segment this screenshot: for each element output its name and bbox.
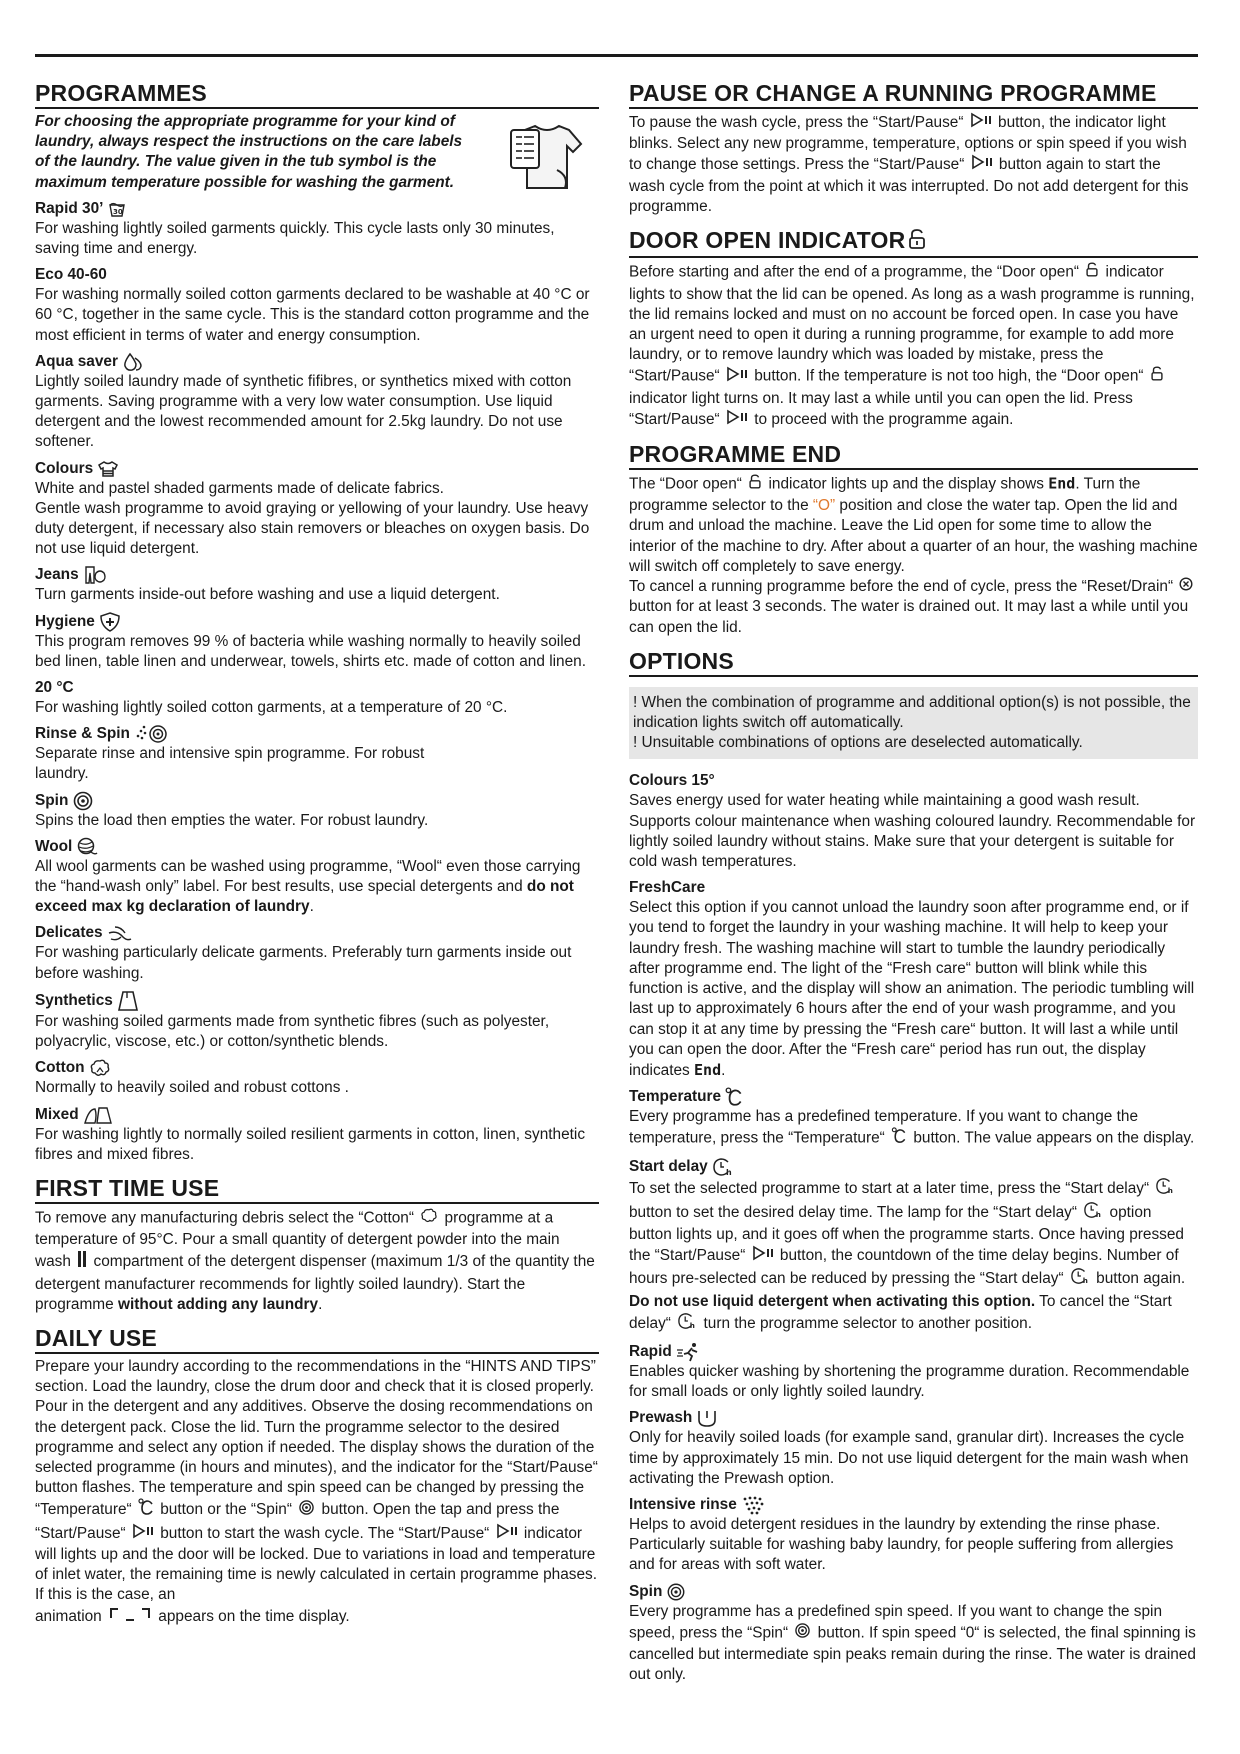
programme-jeans: Jeans	[35, 565, 599, 585]
delicates-icon	[107, 923, 133, 943]
programme-mixed-text: For washing lightly to normally soiled resilient garments in cotton, linen, synthetic fibres and mixed fibres.	[35, 1125, 586, 1163]
programme-end-text: The “Door open“ indicator lights up and the display shows End. Turn the programme selector to the “O” position and close the water tap. Open the lid and drum and unload the machine. Leave the Lid open for some time to allow the interior of the machine to dry. After about a quarter of an hour, the washing machine will switch off completely to save energy. To cancel a running programme before the end of cycle, press the “Reset/Drain“ button for at least 3 seconds. The water is drained out. It may last a while until you can open the lid.	[629, 474, 1198, 636]
programmes-intro-wrap	[35, 112, 599, 193]
programme-spin: Spin	[35, 791, 599, 811]
spin-icon	[666, 1582, 686, 1602]
start-delay-icon	[1070, 1267, 1090, 1291]
programme-synthetics-text: For washing soiled garments made from synthetic fibres (such as polyester, polyacrylic, viscose, etc.) or cotton/synthetic blends.	[35, 1012, 550, 1051]
programme-hygiene-text: This program removes 99 % of bacteria while washing normally to heavily soiled bed linen, table linen and underwear, towels, shirts etc. made of cotton and linen.	[35, 632, 586, 670]
programmes-intro: For choosing the appropriate programme for your kind of laundry, always respect the instructions on the care labels of the laundry. The value given in the tub symbol is the maximum temperature possible for washing the garment.	[35, 113, 463, 191]
first-time-use-text: To remove any manufacturing debris select the “Cotton“ programme at a temperature of 95°C. Pour a small quantity of detergent powder into the main wash compartment of the detergent dispenser (maximum 1/3 of the quantity the detergent manufacturer recommends for lightly soiled laundry). Start the programme without adding any laundry.	[35, 1207, 599, 1315]
options-note-box	[629, 687, 1198, 760]
intensive-rinse-icon	[741, 1495, 765, 1515]
programme-aqua-saver: Aqua saver	[35, 352, 599, 372]
programme-jeans-text: Turn garments inside-out before washing and use a liquid detergent.	[35, 586, 500, 604]
programme-aqua-saver-text: Lightly soiled laundry made of synthetic fifibres, or synthetics mixed with cotton garments. Saving programme with a very low water consumption. Use liquid detergent and the lowest recommended amount for 2.5kg laundry. Do not use softener.	[35, 372, 572, 451]
cotton-icon	[420, 1207, 438, 1230]
hygiene-shield-icon	[99, 612, 121, 632]
option-spin: Spin	[629, 1582, 1198, 1602]
programme-rapid-30: Rapid 30’ 30	[35, 199, 599, 219]
pause-section	[629, 80, 1198, 217]
pause-heading: PAUSE OR CHANGE A RUNNING PROGRAMME	[629, 80, 1198, 109]
door-text: Before starting and after the end of a programme, the “Door open“ indicator lights to show that the lid can be opened. As long as a wash programme is running, the lid remains locked and must on no account be forced open. In case you have an urgent need to open it during a running programme, for example to add more laundry, or to remove laundry which was loaded by mistake, press the “Start/Pause“ button. If the temperature is not too high, the “Door open“ indicator light turns on. It may last a while until you can open the lid. Press “Start/Pause“ to proceed with the programme again.	[629, 261, 1198, 431]
temperature-icon	[891, 1127, 907, 1150]
option-prewash: Prewash	[629, 1408, 1198, 1428]
option-temperature: Temperature	[629, 1087, 1198, 1107]
rapid-30-icon	[107, 199, 127, 219]
programme-end-heading: PROGRAMME END	[629, 441, 1198, 470]
wool-icon	[76, 837, 98, 857]
programme-eco-40-60: Eco 40-60	[35, 266, 107, 284]
svg-text:h: h	[1082, 1276, 1088, 1286]
option-intensive-rinse-text: Helps to avoid detergent residues in the laundry by extending the rinse phase. Particularly suitable for washing baby laundry, for people suffering from allergies and for areas with soft water.	[629, 1515, 1174, 1574]
programme-eco-text: For washing normally soiled cotton garments declared to be washable at 40 °C or 60 °C, together in the same cycle. This is the standard cotton programme and the most efficient in terms of water and energy consumption.	[35, 286, 590, 344]
programme-cotton: Cotton	[35, 1058, 599, 1078]
option-prewash-text: Only for heavily soiled loads (for example sand, granular dirt). Increases the cycle time by approximately 15 min. Do not use liquid detergent for the main wash when activating the Prewash option.	[629, 1429, 1189, 1487]
option-start-delay: Start delay h	[629, 1157, 1198, 1177]
option-freshcare-text: Select this option if you cannot unload the laundry soon after programme end, or if you tend to forget the laundry in your washing machine. It will help to keep your laundry fresh. The washing machine will start to tumble the laundry periodically after programme end. The light of the “Fresh care“ button will blink while this function is active, and the display will show an animation. The periodic tumbling will last up to approximately 6 hours after the end of your wash programme, and you can stop it at any time by pressing the “Fresh care“ button. It will last a while until you can open the door. After the “Fresh care“ period has run out, the display indicates End.	[629, 899, 1195, 1079]
option-rapid: Rapid	[629, 1342, 1198, 1362]
start-pause-icon	[726, 409, 748, 431]
options-note-2: ! Unsuitable combinations of options are deselected automatically.	[633, 734, 1083, 752]
start-pause-icon	[726, 366, 748, 388]
rinse-spin-icon	[134, 724, 168, 744]
door-heading: DOOR OPEN INDICATOR	[629, 227, 1198, 258]
start-pause-icon	[971, 154, 993, 176]
daily-use-heading: DAILY USE	[35, 1325, 599, 1354]
rapid-runner-icon	[676, 1342, 702, 1362]
start-pause-icon	[970, 112, 992, 134]
water-drop-icon	[122, 352, 144, 372]
programme-wool: Wool	[35, 837, 599, 857]
end-display-text: End	[1048, 474, 1076, 493]
option-start-delay-text: To set the selected programme to start at a later time, press the “Start delay“ h button to set the desired delay time. The lamp for the “Start delay“ h option button lights up, and it goes off when the programme starts. Once having pressed the “Start/Pause“ button, the countdown of the time delay begins. Number of hours pre-selected can be reduced by pressing the “Start delay“ h button again. Do not use liquid detergent when activating this option. To cancel the “Start delay“ h turn the programme selector to another position.	[629, 1177, 1198, 1336]
door-open-icon	[1085, 261, 1099, 284]
option-temperature-text: Every programme has a predefined temperature. If you want to change the temperature, press the “Temperature“ button. The value appears on the display.	[629, 1107, 1198, 1150]
cotton-icon	[89, 1058, 111, 1078]
start-delay-icon	[677, 1312, 697, 1336]
option-colours-text: Saves energy used for water heating while maintaining a good wash result. Supports colour maintenance when washing coloured laundry. Recommendable for lightly soiled laundry without stains. Make sure that your detergent is suitable for cold wash temperatures.	[629, 792, 1196, 871]
programmes-section	[35, 80, 599, 1165]
option-intensive-rinse: Intensive rinse	[629, 1495, 1198, 1515]
programme-spin-text: Spins the load then empties the water. For robust laundry.	[35, 811, 429, 829]
programme-hygiene: Hygiene	[35, 612, 599, 632]
options-section	[629, 648, 1198, 1686]
start-delay-icon	[1083, 1201, 1103, 1225]
prewash-icon	[696, 1408, 718, 1428]
time-display-animation-icon	[108, 1605, 152, 1629]
svg-text:h: h	[1095, 1209, 1102, 1219]
programme-20c: 20 °C	[35, 679, 74, 697]
programme-wool-text: All wool garments can be washed using programme, “Wool“ even those carrying the “hand-wash only” label. For best results, use special detergents and do not exceed max kg declaration of laundry.	[35, 857, 581, 916]
door-open-icon	[748, 473, 762, 496]
option-spin-text: Every programme has a predefined spin speed. If you want to change the spin speed, press the “Spin“ button. If spin speed “0“ is selected, the final spinning is cancelled but intermediate spin peaks remain during the rinse. The water is drained out only.	[629, 1602, 1196, 1684]
svg-text:h: h	[689, 1320, 696, 1330]
programme-rapid-30-text: For washing lightly soiled garments quickly. This cycle lasts only 30 minutes, saving time and energy.	[35, 219, 555, 258]
mixed-icon	[83, 1105, 113, 1125]
start-delay-icon	[712, 1157, 734, 1177]
spin-icon	[794, 1622, 811, 1645]
start-pause-icon	[752, 1245, 774, 1267]
programme-delicates-text: For washing particularly delicate garments. Preferably turn garments inside out before washing.	[35, 944, 572, 982]
door-section	[629, 227, 1198, 431]
door-open-icon	[1150, 365, 1164, 388]
programme-rinse-spin-text: Separate rinse and intensive spin programme. For robust laundry.	[35, 745, 425, 783]
end-display-text: End	[694, 1060, 722, 1079]
spin-icon	[72, 791, 94, 811]
programmes-heading: PROGRAMMES	[35, 80, 599, 109]
svg-text:h: h	[725, 1167, 732, 1177]
start-pause-icon	[496, 1523, 518, 1545]
programme-synthetics: Synthetics	[35, 990, 599, 1012]
svg-text:h: h	[1168, 1185, 1174, 1195]
option-colours-15: Colours 15°	[629, 772, 715, 790]
daily-use-section	[35, 1325, 599, 1630]
colours-shirt-icon	[97, 460, 119, 478]
door-open-icon	[907, 228, 927, 255]
wool-warning: do not exceed max kg declaration of laundry	[35, 878, 574, 916]
options-note-1: ! When the combination of programme and additional option(s) is not possible, the indication lights switch off automatically.	[633, 693, 1191, 732]
programme-cotton-text: Normally to heavily soiled and robust cottons .	[35, 1079, 349, 1097]
programme-colours-text: White and pastel shaded garments made of delicate fabrics. Gentle wash programme to avoid graying or yellowing of your laundry. Use heavy duty detergent, if necessary also stain removers or bleaches on oxygen basis. Do not use liquid detergent.	[35, 479, 590, 558]
right-column	[629, 80, 1198, 1695]
programme-mixed: Mixed	[35, 1105, 599, 1125]
programme-rinse-spin: Rinse & Spin	[35, 724, 599, 744]
spin-icon	[298, 1499, 315, 1522]
top-rule	[35, 54, 1198, 57]
pause-text: To pause the wash cycle, press the “Start/Pause“ button, the indicator light blinks. Select any new programme, temperature, options or spin speed if you wish to change those settings. Press the “Start/Pause“ button again to start the wash cycle from the point at which it was interrupted. Do not add detergent for this programme.	[629, 112, 1198, 217]
first-time-use-section	[35, 1175, 599, 1315]
first-time-use-heading: FIRST TIME USE	[35, 1175, 599, 1204]
daily-use-text: Prepare your laundry according to the recommendations in the “HINTS AND TIPS” section. Load the laundry, close the drum door and check that it is closed properly. Pour in the detergent and any additives. Observe the dosing recommendations on the detergent pack. Close the lid. Turn the programme selector to the desired programme and select any option if needed. The display shows the duration of the selected programme (in hours and minutes), and the indicator for the “Start/Pause“ button flashes. The temperature and spin speed can be changed by pressing the “Temperature“ button or the “Spin“ button. Open the tap and press the “Start/Pause“ button to start the wash cycle. The “Start/Pause“ indicator will lights up and the door will be locked. Due to variations in load and temperature of inlet water, the remaining time is newly calculated in certain programme phases. If this is the case, an animation appears on the time display.	[35, 1357, 599, 1630]
jeans-icon	[83, 565, 107, 585]
left-column	[35, 80, 599, 1640]
start-pause-icon	[132, 1523, 154, 1545]
main-wash-compartment-icon	[77, 1250, 87, 1274]
synthetics-icon	[117, 990, 139, 1012]
option-freshcare: FreshCare	[629, 879, 706, 897]
programme-end-section	[629, 441, 1198, 638]
care-label-shirt-icon	[505, 114, 589, 203]
o-position-label: “O”	[812, 497, 836, 515]
reset-drain-icon	[1179, 577, 1193, 597]
programme-delicates: Delicates	[35, 923, 599, 943]
temperature-icon	[725, 1087, 743, 1107]
temperature-icon	[138, 1498, 154, 1522]
programme-20c-text: For washing lightly soiled cotton garments, at a temperature of 20 °C.	[35, 699, 508, 717]
programme-colours: Colours	[35, 459, 599, 479]
options-heading: OPTIONS	[629, 648, 1198, 677]
svg-text:30: 30	[113, 207, 124, 216]
option-rapid-text: Enables quicker washing by shortening the programme duration. Recommendable for small loads or only lightly soiled laundry.	[629, 1362, 1190, 1401]
start-delay-icon	[1155, 1177, 1175, 1201]
